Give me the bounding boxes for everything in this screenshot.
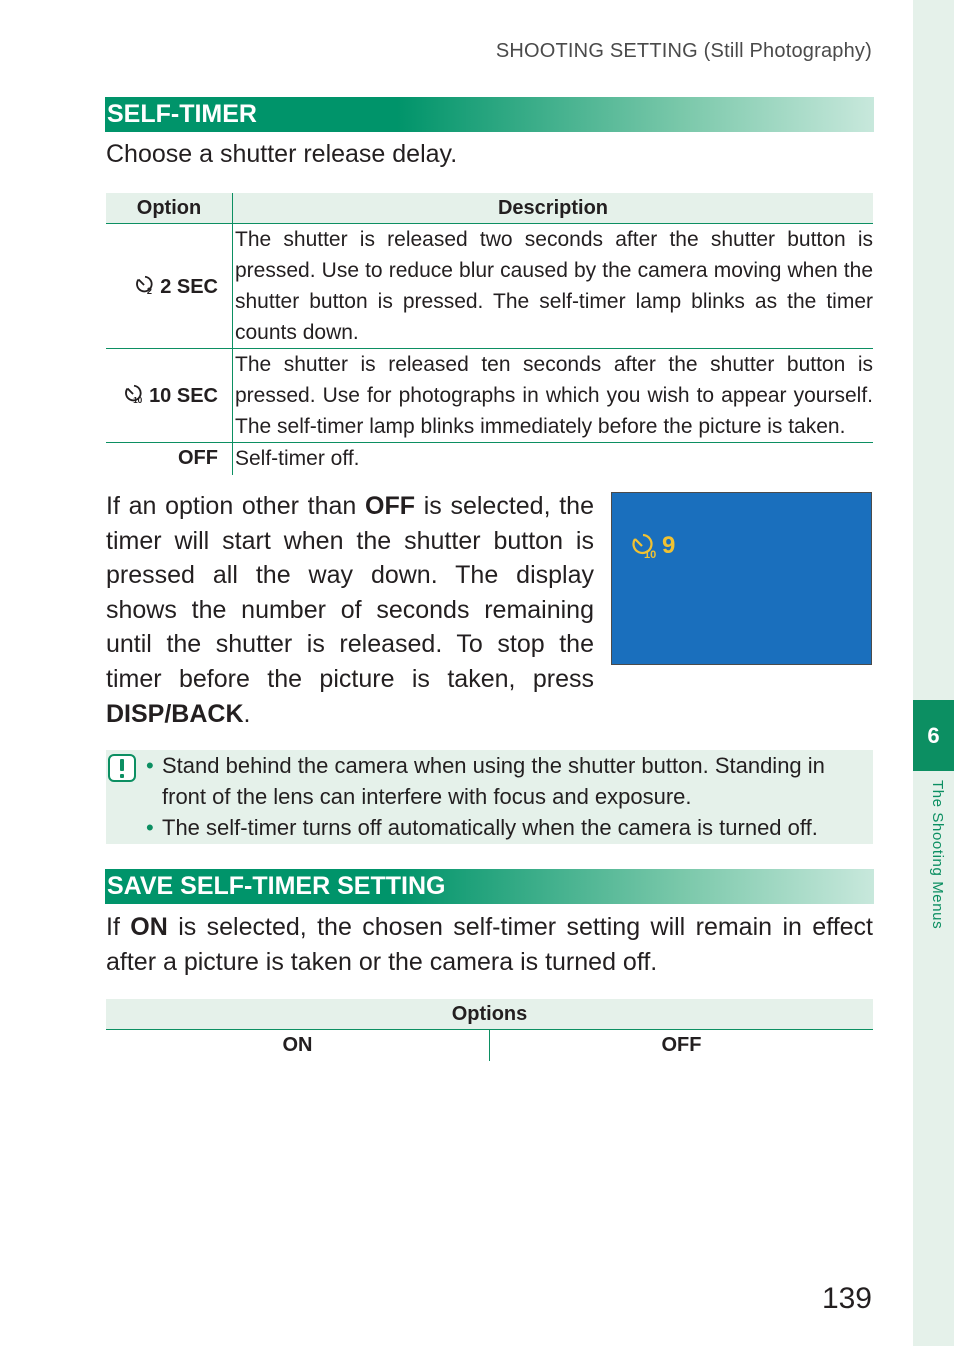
self-timer-body — [106, 489, 594, 731]
option-label: OFF — [178, 447, 218, 470]
self-timer-intro: Choose a shutter release delay. — [106, 140, 458, 168]
chapter-title: The Shooting Menus — [929, 780, 946, 930]
option-description: The shutter is released two seconds after the shutter button is pressed. Use to reduce blur caused by the camera moving when the shutter button is pressed. The self-timer lamp blinks as the timer counts down. — [233, 224, 874, 349]
svg-text:10: 10 — [644, 549, 657, 560]
list-item: • Stand behind the camera when using the shutter button. Standing in front of the lens can interfere with focus and exposure. — [146, 750, 868, 812]
option-on: ON — [282, 1034, 313, 1056]
option-label: 2 SEC — [160, 275, 218, 298]
table-row — [106, 1030, 873, 1062]
option-cell — [106, 443, 233, 475]
option-cell — [106, 224, 233, 349]
save-setting-body — [106, 910, 873, 980]
body-text: is selected, the chosen self-timer setting will remain in effect after a picture is taken or the camera is turned off. — [106, 913, 873, 976]
countdown-indicator — [630, 532, 675, 560]
body-text: . — [243, 699, 251, 728]
option-description: Self-timer off. — [233, 443, 874, 475]
svg-text:10: 10 — [133, 396, 143, 405]
option-label: 10 SEC — [149, 385, 218, 407]
option-column-header: Option — [106, 193, 233, 224]
table-row — [106, 349, 873, 443]
table-row — [106, 443, 873, 475]
body-text: is selected, the timer will start when the shutter button is pressed all the way down. The display shows the number of seconds remaining until the shutter is released. To stop the timer before the picture is taken, press — [106, 492, 594, 693]
options-header: Options — [106, 999, 873, 1030]
option-cell — [106, 349, 233, 443]
self-timer-heading: SELF-TIMER — [105, 97, 874, 132]
countdown-seconds: 9 — [662, 532, 676, 559]
on-keyword: ON — [130, 913, 168, 941]
camera-display-illustration — [611, 492, 872, 665]
list-item: • The self-timer turns off automatically when the camera is turned off. — [146, 812, 868, 843]
caution-note — [106, 750, 873, 844]
description-column-header: Description — [233, 193, 874, 224]
save-setting-options-table — [106, 999, 873, 1061]
self-timer-10s-icon — [123, 383, 145, 405]
self-timer-2s-icon — [134, 274, 156, 296]
off-keyword: OFF — [365, 492, 415, 520]
option-off: OFF — [490, 1030, 874, 1062]
caution-icon — [108, 754, 136, 782]
save-self-timer-heading: SAVE SELF-TIMER SETTING — [105, 869, 874, 904]
caution-list — [146, 750, 868, 843]
table-row — [106, 224, 873, 349]
body-text: If — [106, 913, 131, 941]
chapter-sidebar — [913, 0, 954, 1346]
self-timer-options-table — [106, 193, 873, 475]
option-description: The shutter is released ten seconds after the shutter button is pressed. Use for photographs in which you wish to appear yourself. The self-timer lamp blinks immediately before the picture is taken. — [233, 349, 874, 443]
self-timer-10s-icon — [630, 532, 660, 560]
body-text: If an option other than — [106, 492, 365, 520]
disp-back-button-label: DISP/BACK — [106, 699, 244, 728]
svg-text:2: 2 — [147, 285, 153, 296]
page-number: 139 — [821, 1282, 872, 1315]
running-head: SHOOTING SETTING (Still Photography) — [495, 40, 872, 62]
chapter-number-tab[interactable]: 6 — [913, 700, 954, 771]
